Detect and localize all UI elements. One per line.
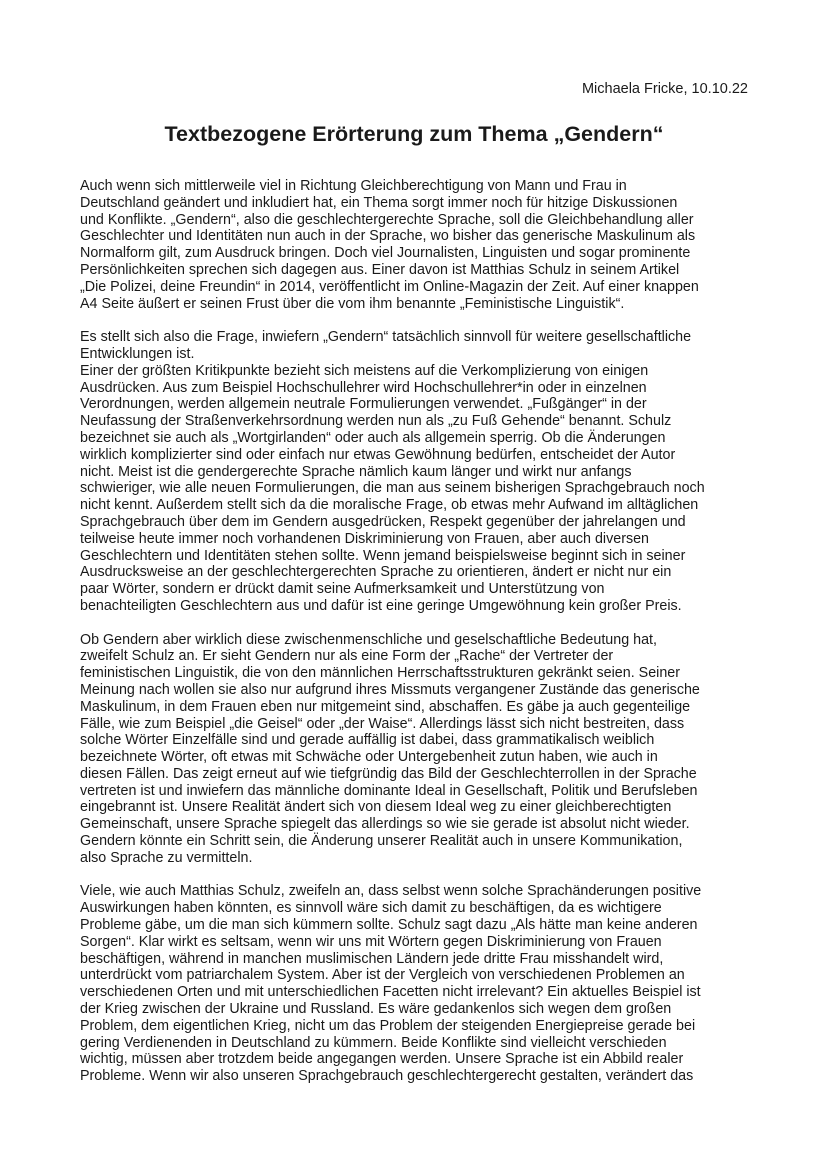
text-line: bezeichnet sie auch als „Wortgirlanden“ oder auch als allgemein sperrig. Ob die Änderungen: [80, 429, 666, 446]
text-line: Einer der größten Kritikpunkte bezieht sich meistens auf die Verkomplizierung von einigen: [80, 362, 649, 379]
text-line: Normalform gilt, zum Ausdruck bringen. Doch viel Journalisten, Linguisten und sogar prominente: [80, 245, 691, 262]
text-line: der Krieg zwischen der Ukraine und Russland. Es wäre gedankenlos sich wegen dem großen: [80, 1001, 672, 1018]
text-line: Problem, dem eigentlichen Krieg, nicht um das Problem der steigenden Energiepreise gerade bei: [80, 1017, 696, 1034]
text-line: nicht kennt. Außerdem stellt sich da die moralische Frage, ob etwas mehr Aufwand im alltäglichen: [80, 497, 699, 514]
author-date: Michaela Fricke, 10.10.22: [581, 81, 748, 97]
text-line: wirklich komplizierter sind oder einfach nur etwas Gewöhnung bedürfen, entscheidet der Autor: [80, 446, 676, 463]
text-line: Persönlichkeiten sprechen sich dagegen aus. Einer davon ist Matthias Schulz in seinem Artikel: [80, 261, 680, 278]
text-line: Deutschland geändert und inkludiert hat, ein Thema sorgt immer noch für hitzige Diskussionen: [80, 194, 678, 211]
text-line: Auswirkungen haben könnten, es sinnvoll wäre sich damit zu beschäftigen, da es wichtigere: [80, 900, 662, 917]
document-title: Textbezogene Erörterung zum Thema „Gendern“: [164, 122, 664, 146]
paragraph: [80, 178, 760, 312]
text-line: Fälle, wie zum Beispiel „die Geisel“ oder „der Waise“. Allerdings lässt sich nicht bestreiten, dass: [80, 715, 685, 732]
text-line: benachteiligten Geschlechtern aus und dafür ist eine geringe Umgewöhnung kein großer Preis.: [80, 597, 682, 614]
text-line: Maskulinum, in dem Frauen eben nur mitgemeint sind, abschaffen. Es gäbe ja auch gegenteilige: [80, 698, 691, 715]
text-line: Sorgen“. Klar wirkt es seltsam, wenn wir uns mit Wörtern gegen Diskriminierung von Frauen: [80, 933, 662, 950]
text-line: Gendern könnte ein Schritt sein, die Änderung unserer Realität auch in unsere Kommunikation,: [80, 833, 683, 850]
text-line: vertreten ist und inwiefern das männliche dominante Ideal in Gesellschaft, Politik und Berufsleben: [80, 782, 698, 799]
text-line: Gemeinschaft, unsere Sprache spiegelt das allerdings so wie sie gerade ist absolut nicht wieder.: [80, 816, 690, 833]
text-line: Geschlechtern und Identitäten stehen sollte. Wenn jemand beispielsweise beginnt sich in seiner: [80, 547, 686, 564]
text-line: Ausdrucksweise an der geschlechtergerechten Sprache zu orientieren, ändert er nicht nur ein: [80, 564, 672, 581]
paragraph: [80, 883, 760, 1085]
paragraph: [80, 632, 760, 867]
text-line: Sprachgebrauch über dem im Gendern ausgedrücken, Respekt gegenüber der jahrelangen und: [80, 513, 686, 530]
paragraph: [80, 329, 760, 363]
text-line: unterdrückt vom patriarchalem System. Aber ist der Vergleich von verschiedenen Problemen an: [80, 967, 685, 984]
text-line: „Die Polizei, deine Freundin“ in 2014, veröffentlicht im Online-Magazin der Zeit. Auf einer knappen: [80, 278, 699, 295]
text-line: feministischen Linguistik, die von den männlichen Herrschaftsstrukturen gekränkt seien. Seiner: [80, 665, 680, 682]
text-line: Probleme. Wenn wir also unseren Sprachgebrauch geschlechtergerecht gestalten, verändert das: [80, 1068, 694, 1085]
text-line: Auch wenn sich mittlerweile viel in Richtung Gleichberechtigung von Mann und Frau in: [80, 178, 627, 194]
document-body: [80, 178, 760, 1102]
text-line: verschiedenen Orten und mit unterschiedlichen Facetten nicht irrelevant? Ein aktuelles Beispiel ist: [80, 984, 701, 1001]
text-line: A4 Seite äußert er seinen Frust über die vom ihm benannte „Feministische Linguistik“.: [80, 295, 625, 312]
text-line: Meinung nach wollen sie also nur aufgrund ihres Missmuts vergangener Zustände das generische: [80, 681, 700, 698]
text-line: und Konflikte. „Gendern“, also die geschlechtergerechte Sprache, soll die Gleichbehandlung aller: [80, 211, 694, 228]
text-line: Es stellt sich also die Frage, inwiefern „Gendern“ tatsächlich sinnvoll für weitere gesellschaftliche: [80, 329, 692, 346]
text-line: zweifelt Schulz an. Er sieht Gendern nur als eine Form der „Rache“ der Vertreter der: [80, 648, 614, 665]
paragraph: [80, 363, 760, 615]
text-line: also Sprache zu vermitteln.: [80, 849, 253, 866]
text-line: Neufassung der Straßenverkehrsordnung werden nun als „zu Fuß Gehende“ benannt. Schulz: [80, 413, 672, 430]
text-line: eingebrannt ist. Unsere Realität ändert sich von diesem Ideal weg zu einer gleichberechtigten: [80, 799, 672, 816]
text-line: schwieriger, wie alle neuen Formulierungen, die man aus seinem bisherigen Sprachgebrauch noch: [80, 480, 705, 497]
text-line: nicht. Meist ist die gendergerechte Sprache nämlich kaum länger und wirkt nur anfangs: [80, 463, 632, 480]
text-line: teilweise heute immer noch vorhandenen Diskriminierung von Frauen, aber auch diversen: [80, 530, 649, 547]
text-line: Viele, wie auch Matthias Schulz, zweifeln an, dass selbst wenn solche Sprachänderungen positive: [80, 883, 702, 900]
text-line: solche Wörter Einzelfälle sind und gerade auffällig ist dabei, dass grammatikalisch weiblich: [80, 732, 655, 749]
text-line: beschäftigen, während in manchen muslimischen Ländern jede dritte Frau misshandelt wird,: [80, 950, 664, 967]
text-line: Verordnungen, werden allgemein neutrale Formulierungen verwendet. „Fußgänger“ in der: [80, 396, 647, 413]
text-line: Geschlechter und Identitäten nun auch in der Sprache, wo bisher das generische Maskulinum als: [80, 228, 696, 245]
text-line: Probleme gäbe, um die man sich kümmern sollte. Schulz sagt dazu „Als hätte man keine anderen: [80, 917, 698, 934]
text-line: bezeichnete Wörter, oft etwas mit Schwäche oder Untergebenheit zutun haben, wie auch in: [80, 749, 658, 766]
text-line: gering Verdienenden in Deutschland zu kümmern. Beide Konflikte sind vielleicht verschieden: [80, 1034, 667, 1051]
text-line: paar Wörter, sondern er drückt damit seine Aufmerksamkeit und Unterstützung von: [80, 581, 605, 598]
text-line: diesen Fällen. Das zeigt erneut auf wie tiefgründig das Bild der Geschlechterrollen in der Sprache: [80, 765, 697, 782]
text-line: Ausdrücken. Aus zum Beispiel Hochschullehrer wird Hochschullehrer*in oder in einzelnen: [80, 379, 647, 396]
text-line: Ob Gendern aber wirklich diese zwischenmenschliche und geselschaftliche Bedeutung hat,: [80, 631, 657, 648]
text-line: wichtig, müssen aber trotzdem beide angegangen werden. Unsere Sprache ist ein Abbild realer: [80, 1051, 684, 1068]
text-line: Entwicklungen ist.: [80, 345, 195, 362]
